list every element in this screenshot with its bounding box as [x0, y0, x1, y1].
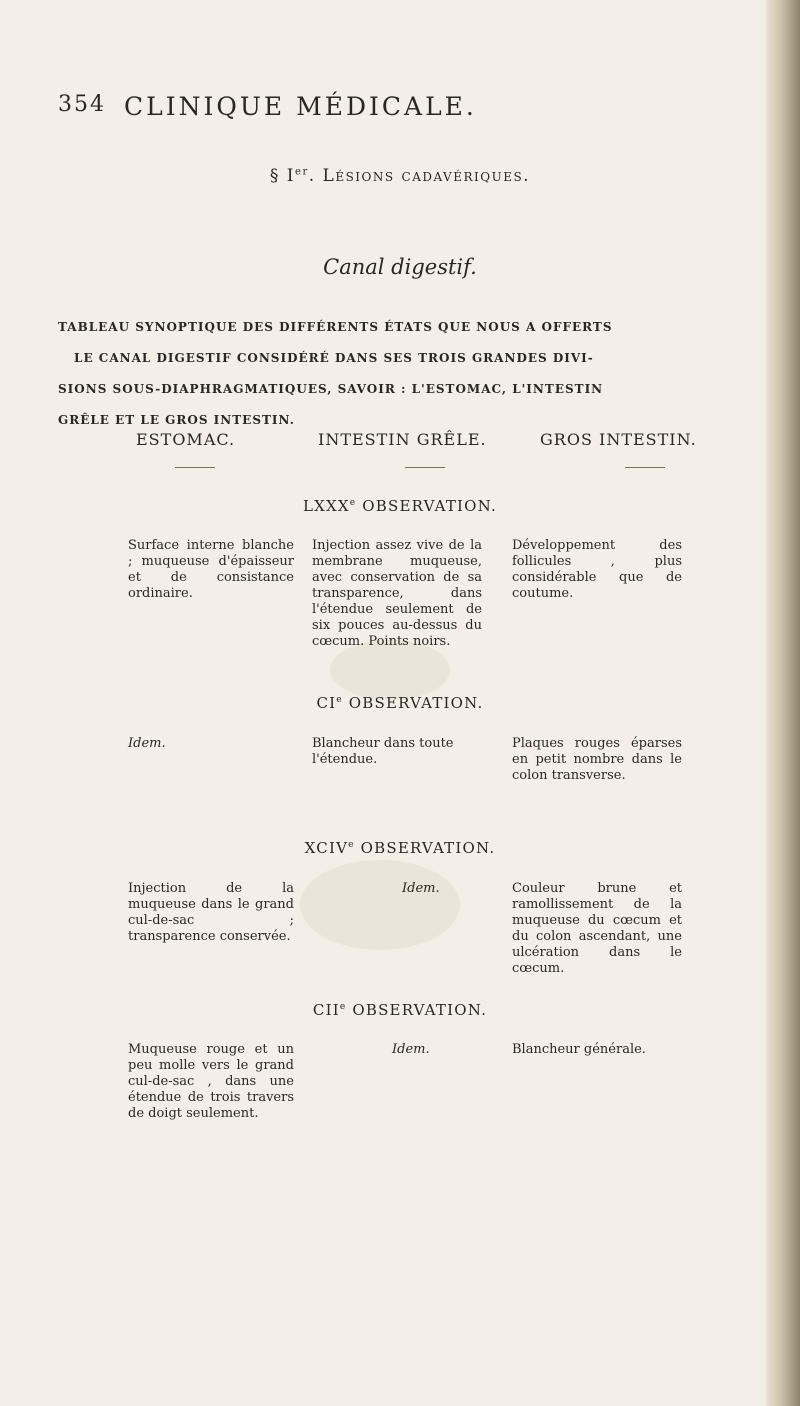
column-rule [405, 467, 445, 468]
running-head: CLINIQUE MÉDICALE. [124, 92, 477, 121]
column-header-estomac: ESTOMAC. [136, 430, 236, 449]
page-number: 354 [58, 92, 106, 117]
cell-intestin-grele: Idem. [392, 1042, 430, 1057]
observation-title: XCIVe OBSERVATION. [304, 839, 496, 857]
synopsis-line: GRÊLE ET LE GROS INTESTIN. [58, 413, 295, 427]
section-marker-sup: er [295, 166, 309, 178]
synopsis-line: SIONS SOUS-DIAPHRAGMATIQUES, SAVOIR : L'ESTOMAC, L'INTESTIN [58, 382, 604, 396]
paper-stain [300, 860, 460, 950]
column-rule [625, 467, 665, 468]
cell-intestin-grele: Idem. [402, 881, 440, 896]
cell-estomac: Surface interne blanche ; muqueuse d'épaisseur et de consistance ordinaire. [128, 538, 294, 601]
cell-gros-intestin: Plaques rouges éparses en petit nombre dans le colon transverse. [512, 736, 682, 783]
cell-gros-intestin: Développement des follicules , plus considérable que de coutume. [512, 538, 682, 601]
synopsis-line: TABLEAU SYNOPTIQUE DES DIFFÉRENTS ÉTATS QUE NOUS A OFFERTS [58, 320, 613, 334]
section-marker: § I [269, 166, 296, 186]
cell-intestin-grele: Injection assez vive de la membrane muqueuse, avec conservation de sa transparence, dans l'étendue seulement de six pouces au-dessus du cœcum. Points noirs. [312, 538, 482, 649]
cell-gros-intestin: Couleur brune et ramollissement de la muqueuse du cœcum et du colon ascendant, une ulcération dans le cœcum. [512, 881, 682, 976]
column-header-gros-intestin: GROS INTESTIN. [540, 430, 697, 449]
cell-estomac: Muqueuse rouge et un peu molle vers le grand cul-de-sac , dans une étendue de trois travers de doigt seulement. [128, 1042, 294, 1121]
synopsis-paragraph [58, 312, 758, 436]
table-column-headers [0, 430, 800, 454]
section-heading [0, 166, 800, 186]
cell-gros-intestin: Blancheur générale. [512, 1042, 646, 1057]
observation-title: CIe OBSERVATION. [316, 694, 484, 712]
synopsis-line: LE CANAL DIGESTIF CONSIDÉRÉ DANS SES TROIS GRANDES DIVI- [74, 351, 594, 365]
observation-title: LXXXe OBSERVATION. [302, 497, 497, 515]
column-rule [175, 467, 215, 468]
cell-intestin-grele: Blancheur dans toute l'étendue. [312, 736, 454, 767]
subheading: Canal digestif. [323, 255, 477, 279]
cell-estomac: Idem. [128, 736, 166, 751]
observation-title: CIIe OBSERVATION. [312, 1001, 488, 1019]
cell-estomac: Injection de la muqueuse dans le grand cul-de-sac ; transparence conservée. [128, 881, 294, 944]
section-title: . Lésions cadavériques. [308, 166, 531, 186]
column-header-intestin-grele: INTESTIN GRÊLE. [318, 430, 487, 449]
